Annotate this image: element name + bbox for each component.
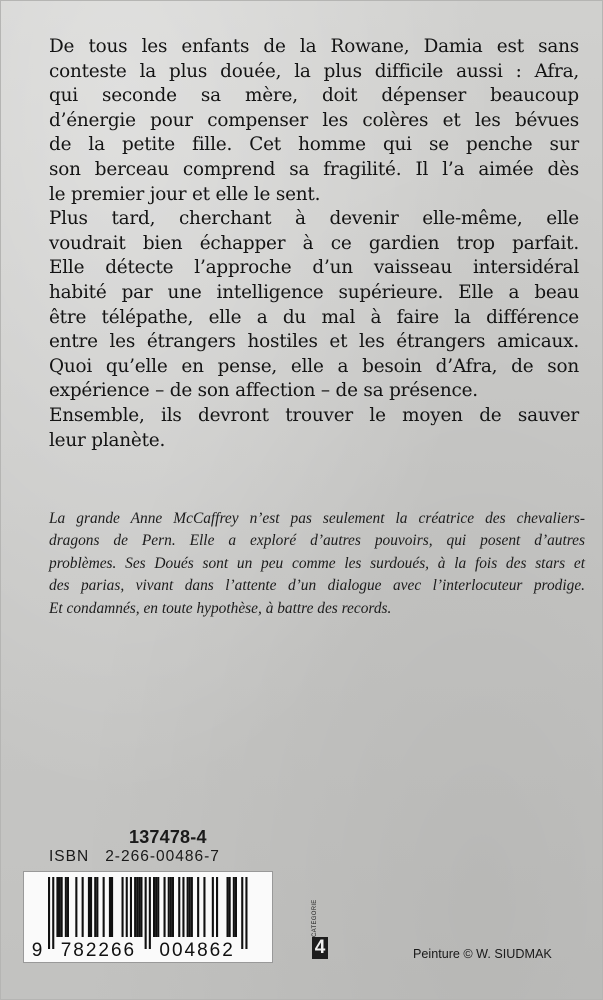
presentation-line: des parias, vivant dans l’attente d’un dialogue avec l’interlocuteur prodige. — [49, 577, 585, 595]
synopsis-line: conteste la plus douée, la plus difficile aussi : Afra, — [49, 60, 579, 82]
catalog-reference: 137478-4 — [129, 827, 207, 847]
barcode-bar — [178, 877, 180, 937]
barcode-bar — [109, 877, 111, 937]
cover-art-credit: Peinture © W. SIUDMAK — [413, 947, 552, 961]
barcode-bar — [56, 877, 58, 937]
barcode-bar — [170, 877, 172, 937]
barcode-bar — [241, 877, 243, 949]
barcode-bar — [140, 877, 142, 937]
synopsis-line: Ensemble, ils devront trouver le moyen de sauver — [49, 404, 579, 426]
synopsis-line: Plus tard, cherchant à devenir elle-même, elle — [49, 208, 579, 230]
barcode-bar — [187, 877, 189, 937]
barcode-bar — [59, 877, 61, 937]
barcode-bar — [164, 877, 166, 937]
barcode-bar — [155, 877, 157, 937]
barcode-bar — [103, 877, 105, 937]
barcode-bar — [145, 877, 147, 949]
price-category-badge — [312, 899, 328, 959]
presentation-line: La grande Anne McCaffrey n’est pas seulement la créatrice des chevaliers- — [49, 510, 585, 527]
synopsis-line: de la petite fille. Cet homme qui se penche sur — [49, 134, 579, 156]
barcode-bar — [65, 877, 67, 937]
barcode-bar — [126, 877, 128, 937]
barcode-left-digits: 782266 — [60, 940, 137, 961]
isbn-number: 2-266-00486-7 — [105, 848, 220, 865]
barcode-bar — [212, 877, 214, 937]
barcode-bar — [153, 877, 155, 937]
synopsis-line: habité par une intelligence supérieure. Elle a beau — [49, 281, 579, 303]
barcode-bar — [191, 877, 193, 937]
barcode-graphic — [24, 872, 272, 962]
synopsis-line: De tous les enfants de la Rowane, Damia est sans — [49, 36, 579, 57]
barcode-bar — [172, 877, 174, 937]
barcode-bar — [134, 877, 136, 937]
barcode-bar — [48, 877, 50, 949]
isbn-line — [49, 848, 220, 866]
barcode-bar — [245, 877, 247, 949]
barcode-bar — [136, 877, 138, 937]
synopsis-line: son berceau comprend sa fragilité. Il l’a aimée dès — [49, 158, 579, 180]
barcode-bar — [203, 877, 205, 937]
synopsis-line: être télépathe, elle a du mal à faire la différence — [49, 306, 579, 328]
synopsis-line: qui seconde sa mère, doit dépenser beaucoup — [49, 85, 579, 107]
barcode-bar — [189, 877, 191, 937]
barcode-bar — [82, 877, 84, 937]
category-number: 4 — [312, 937, 328, 959]
barcode-first-digit: 9 — [31, 940, 43, 961]
isbn-label: ISBN — [49, 848, 90, 865]
synopsis-line: leur planète. — [49, 429, 166, 451]
barcode-bar — [94, 877, 96, 937]
barcode-bar — [52, 877, 54, 949]
synopsis-text — [49, 35, 579, 453]
presentation-line: Et condamnés, en toute hypothèse, à battre des records. — [49, 599, 392, 617]
presentation-line: problèmes. Ses Doués sont un peu comme les surdoués, à la fois des stars et — [49, 554, 585, 572]
barcode-bar — [138, 877, 140, 937]
synopsis-line: voudrait bien échapper à ce gardien trop parfait. — [49, 232, 579, 254]
author-presentation — [49, 508, 585, 620]
synopsis-line: entre les étrangers hostiles et les étrangers amicaux. — [49, 331, 579, 353]
barcode-bar — [157, 877, 159, 937]
barcode-bar — [233, 877, 235, 937]
barcode-bar — [216, 877, 218, 937]
barcode-bar — [149, 877, 151, 949]
barcode-bar — [88, 877, 90, 937]
category-label: CATÉGORIE — [312, 899, 318, 937]
barcode-bar — [130, 877, 132, 937]
barcode-bar — [111, 877, 113, 937]
barcode-right-digits: 004862 — [159, 940, 235, 961]
synopsis-line: expérience – de son affection – de sa présence. — [49, 380, 478, 402]
synopsis-line: Elle détecte l’approche d’un vaisseau intersidéral — [49, 257, 579, 279]
barcode-bars — [48, 877, 248, 949]
barcode-bar — [122, 877, 124, 937]
barcode-bar — [67, 877, 69, 937]
synopsis-line: d’énergie pour compenser les colères et les bévues — [49, 109, 579, 131]
barcode-bar — [235, 877, 237, 937]
presentation-line: dragons de Pern. Elle a exploré d’autres pouvoirs, qui posent d’autres — [49, 532, 585, 550]
barcode-bar — [96, 877, 98, 937]
barcode-bar — [227, 877, 229, 937]
barcode-bar — [168, 877, 170, 937]
barcode-bar — [75, 877, 77, 937]
synopsis-line: Quoi qu’elle en pense, elle a besoin d’Afra, de son — [49, 355, 579, 377]
barcode-bar — [197, 877, 199, 937]
synopsis-line: le premier jour et elle le sent. — [49, 183, 321, 205]
barcode-bar — [182, 877, 184, 937]
barcode-bar — [90, 877, 92, 937]
barcode-bar — [229, 877, 231, 937]
barcode-bar — [61, 877, 63, 937]
barcode — [23, 871, 273, 963]
